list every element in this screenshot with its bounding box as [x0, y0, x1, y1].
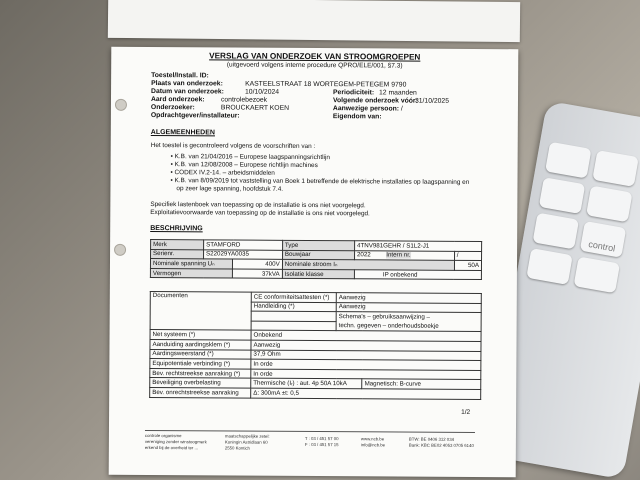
volgende-label: Volgende onderzoek vóór: [332, 97, 418, 105]
beschrijving-table [150, 239, 482, 280]
key [574, 256, 621, 293]
punch-hole [115, 99, 127, 111]
table-row [150, 387, 481, 399]
report-page [109, 47, 519, 477]
key [526, 248, 573, 285]
serienr-value: S22029YA0035 [204, 249, 283, 259]
opdrachtgever-label: Opdrachtgever/installateur: [150, 112, 240, 120]
check-value: Onbekend [251, 330, 481, 341]
datum-value: 10/10/2024 [245, 88, 280, 96]
periodiciteit-value: 12 maanden [379, 89, 417, 97]
check-value: Thermische (Iᵣ) : aut. 4p 50A 10kA [251, 378, 362, 388]
aard-value: controlebezoek [220, 96, 268, 104]
plaats-value: KASTEELSTRAAT 18 WORTEGEM-PETEGEM 9790 [245, 80, 407, 89]
bullet-list [170, 153, 469, 195]
check-value: In orde [251, 359, 481, 370]
merk-label: Merk [151, 240, 204, 250]
list-item: • K.B. van 12/08/2008 – Europese richtlijn machines [170, 161, 318, 170]
footer-col-3: T : 03 / 451 57 00 F : 03 / 451 57 15 [304, 435, 339, 448]
document-value: Aanwezig [336, 293, 481, 303]
key-control [580, 221, 627, 258]
document-value: techn. gegeven – onderhoudsboekje [336, 321, 481, 331]
check-label: Bev. rechtstreekse aanraking (*) [150, 368, 251, 378]
onderzoeker-label: Onderzoeker: [150, 104, 195, 112]
type-label: Type [282, 240, 354, 250]
punch-hole [114, 244, 126, 256]
algemeenheden-intro: Het toestel is gecontroleerd volgens de voorschriften van : [150, 142, 316, 151]
document-value: Schema's – gebruiksaanwijzing – [336, 312, 481, 322]
footer-col-2: maatschappelijke zetel: Koningin Astridlaan 60 2550 Kontich [224, 433, 270, 451]
aanwezige-label: Aanwezige persoon: [332, 105, 400, 113]
check-label: Aardingsweerstand (*) [150, 349, 251, 359]
page-number: 1/2 [461, 408, 471, 416]
check-extra: Magnetisch: B-curve [362, 379, 481, 389]
key [539, 177, 586, 214]
algemeenheden-heading: ALGEMEENHEDEN [150, 129, 215, 137]
note-lastenboek: Specifiek lastenboek van toepassing op de installatie is ons niet voorgelegd. [150, 201, 366, 210]
intern-value: / [454, 251, 481, 261]
plaats-label: Plaats van onderzoek: [151, 80, 223, 88]
merk-value: STAMFORD [204, 240, 283, 250]
eigendom-label: Eigendom van: [332, 113, 382, 121]
toestel-label: Toestel/Install. ID: [151, 72, 209, 80]
list-item: op zeer lage spanning, hoofdstuk 7.4. [176, 185, 284, 193]
list-item: • K.B. van 8/09/2019 tot vaststelling van Boek 1 betreffende de elektrische installaties op laagspanning en [170, 177, 470, 186]
controle-table [149, 291, 482, 400]
aanwezige-value: / [400, 105, 403, 113]
key [592, 150, 639, 187]
key-label: control [587, 238, 617, 254]
serienr-label: Serienr. [151, 249, 204, 259]
table-row [150, 268, 481, 280]
check-label: Equipotentiale verbinding (*) [150, 359, 251, 369]
nominale-spanning-label: Nominale spanning Uₙ [150, 259, 232, 269]
bouwjaar-value: 2022 Intern nr. [354, 250, 454, 260]
document-value: Aanwezig [336, 302, 481, 312]
type-value: 4TNV981GEHR / S1L2-J1 [355, 241, 482, 251]
intern-label: Intern nr. [386, 251, 411, 259]
documenten-label: Documenten [150, 292, 251, 331]
report-title: VERSLAG VAN ONDERZOEK VAN STROOMGROEPEN [209, 51, 421, 62]
nominale-stroom-label: Nominale stroom Iₙ [282, 259, 454, 270]
list-item: • K.B. van 21/04/2016 – Europese laagspanningsrichtlijn [170, 153, 330, 162]
check-value: Δ: 300mA ±t: 0,5 [251, 388, 481, 399]
check-label: Beveiliging overbelasting [150, 378, 251, 388]
vermogen-value: 37kVA [233, 269, 282, 279]
isolatie-value: IP onbekend [354, 270, 481, 280]
volgende-value: 31/10/2025 [414, 97, 450, 105]
footer-col-4: www.ncb.be info@ncb.be [360, 436, 386, 448]
document-name: Handleiding (*) [251, 302, 336, 312]
document-name [251, 311, 336, 321]
list-item: • CODEX IV.2-14. – arbeidsmiddelen [170, 169, 275, 177]
footer-col-5: BTW: BE 0406 312 034 Bank: KBC BE02 4053 0705 6140 [408, 436, 474, 448]
document-name [251, 321, 336, 331]
check-value: 37,9 Ohm [251, 350, 481, 361]
check-value: Aanwezig [251, 340, 481, 351]
note-exploitatie: Exploitatievoorwaarde van toepassing op de installatie is ons niet voorgelegd. [150, 209, 370, 218]
footer-col-1: controle organisme vereniging zonder winstoogmerk erkend bij de overheid ter ... [144, 432, 207, 451]
aard-label: Aard onderzoek: [150, 96, 205, 104]
bouwjaar-label: Bouwjaar [282, 250, 354, 260]
periodiciteit-label: Periodiciteit: [333, 89, 375, 97]
nominale-stroom-value: 50A [454, 261, 481, 271]
isolatie-label: Isolatie klasse [282, 269, 354, 279]
beschrijving-heading: BESCHRIJVING [150, 225, 203, 233]
datum-label: Datum van onderzoek: [151, 88, 224, 96]
check-value: In orde [251, 369, 481, 380]
vermogen-label: Vermogen [150, 268, 232, 278]
key [545, 142, 592, 179]
key [533, 213, 580, 250]
previous-sheet [108, 0, 520, 42]
check-label: Bev. onrechtstreekse aanraking [150, 387, 251, 397]
report-subtitle: (uitgevoerd volgens interne procedure QPRO/ELE/001, §7.3) [226, 61, 403, 70]
nominale-spanning-value: 400V [233, 259, 282, 269]
check-label: Aanduiding aardingsklem (*) [150, 339, 251, 349]
onderzoeker-value: BROUCKAERT KOEN [220, 104, 290, 112]
key [586, 185, 633, 222]
document-name: CE conformiteitsattesten (*) [251, 292, 336, 302]
check-label: Net systeem (*) [150, 330, 251, 340]
